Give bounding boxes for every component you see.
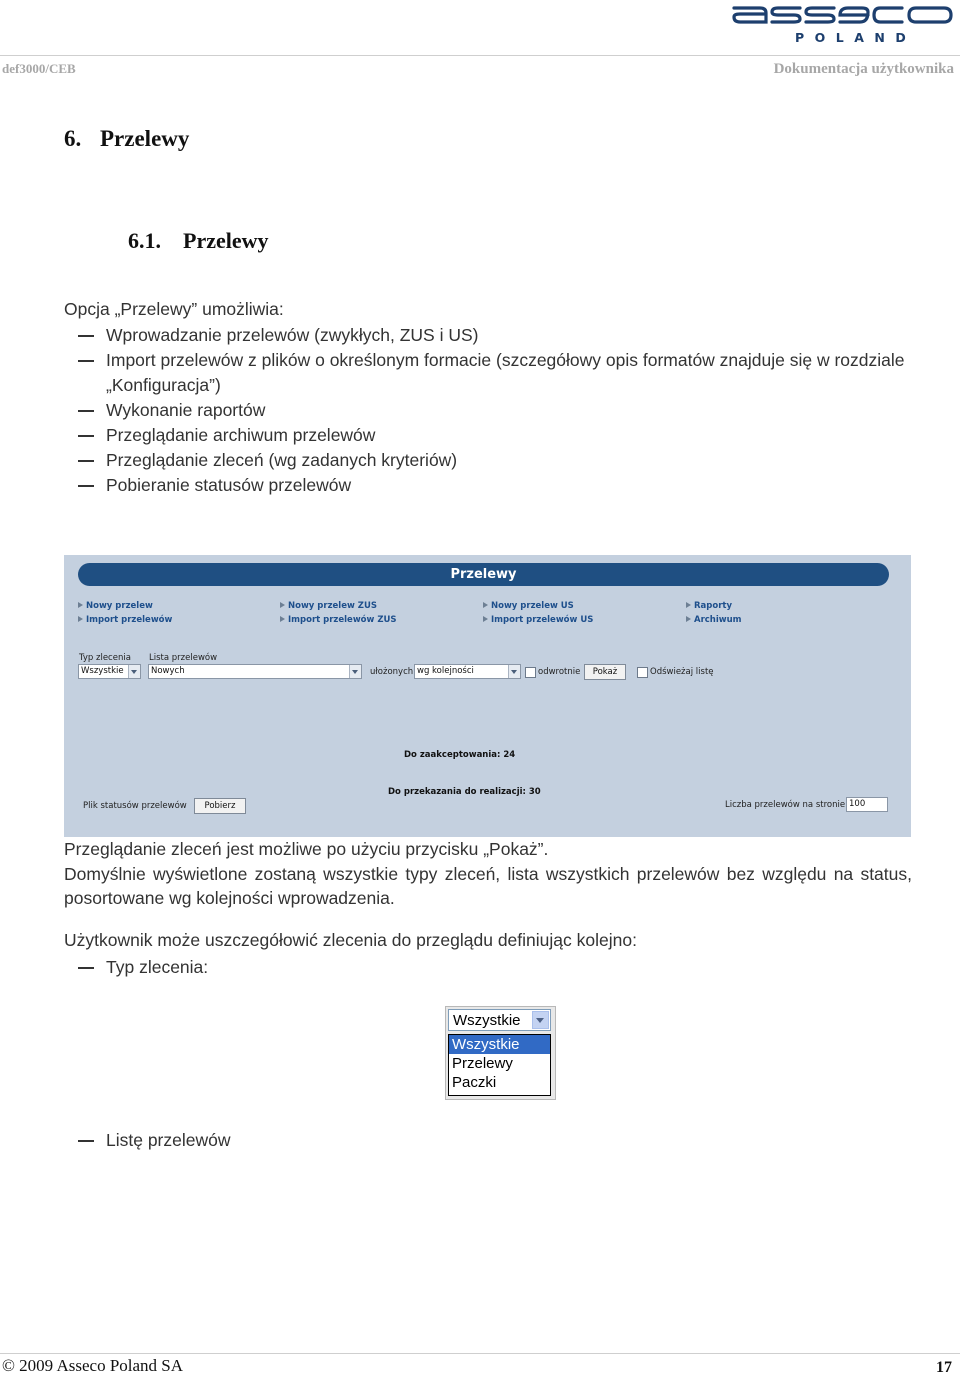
page-number: 17 (936, 1359, 952, 1376)
dropdown-option-paczki[interactable]: Paczki (452, 1074, 497, 1091)
do-zaakceptowania-count: Do zaakceptowania: 24 (404, 750, 516, 760)
logo-subtext: POLAND (795, 30, 917, 45)
odwrotnie-checkbox[interactable] (525, 667, 536, 678)
dash-bullet-icon (78, 460, 94, 462)
arrow-right-icon (78, 602, 83, 608)
link-archiwum[interactable]: Archiwum (686, 615, 742, 625)
lista-przelewow-label: Lista przelewów (149, 653, 218, 663)
link-nowy-przelew-us[interactable]: Nowy przelew US (483, 601, 574, 611)
typ-zlecenia-label: Typ zlecenia (79, 653, 131, 663)
list-item: Typ zlecenia: (64, 955, 924, 980)
dropdown-option-przelewy[interactable]: Przelewy (452, 1055, 513, 1072)
paragraph-domyslnie: Domyślnie wyświetlone zostaną wszystkie typy zleceń, lista wszystkich przelewów bez względu na status, posortowane wg kolejności wprowadzenia. (64, 864, 912, 908)
paragraph-pokaz: Przeglądanie zleceń jest możliwe po użyciu przycisku „Pokaż”. (64, 839, 549, 859)
dash-bullet-icon (78, 335, 94, 337)
dash-bullet-icon (78, 360, 94, 362)
arrow-right-icon (483, 602, 488, 608)
list-item: Przeglądanie zleceń (wg zadanych kryteriów) (64, 448, 924, 473)
przelewy-screen (64, 555, 911, 837)
asseco-poland-logo (730, 2, 956, 46)
header-doc-id: def3000/CEB (2, 61, 76, 76)
list-item: Pobieranie statusów przelewów (64, 473, 924, 498)
chevron-down-icon (128, 665, 140, 678)
intro-paragraph: Opcja „Przelewy” umożliwia: (64, 299, 284, 319)
dash-bullet-icon (78, 1140, 94, 1142)
list-item: Wprowadzanie przelewów (zwykłych, ZUS i US) (64, 323, 924, 348)
chevron-down-icon (349, 665, 361, 678)
liczba-przelewow-label: Liczba przelewów na stronie (725, 800, 846, 810)
header-divider (0, 55, 960, 56)
link-import-przelewow[interactable]: Import przelewów (78, 615, 172, 625)
options-list (64, 323, 924, 498)
do-przekazania-count: Do przekazania do realizacji: 30 (388, 787, 541, 797)
typ-zlecenia-select[interactable]: Wszystkie (78, 664, 141, 679)
chevron-down-icon (508, 665, 520, 678)
link-raporty[interactable]: Raporty (686, 601, 732, 611)
plik-statusow-label: Plik statusów przelewów (83, 801, 187, 811)
dash-bullet-icon (78, 435, 94, 437)
criteria-list-2 (64, 1128, 924, 1153)
screen-title: Przelewy (78, 563, 889, 586)
section-heading (64, 126, 189, 152)
header-doc-title: Dokumentacja użytkownika (773, 61, 954, 77)
subsection-title: Przelewy (183, 228, 269, 253)
section-title: Przelewy (100, 126, 190, 151)
link-nowy-przelew-zus[interactable]: Nowy przelew ZUS (280, 601, 377, 611)
odswiezaj-checkbox[interactable] (637, 667, 648, 678)
odwrotnie-label: odwrotnie (538, 667, 581, 677)
pokaz-button[interactable]: Pokaż (584, 664, 626, 680)
paragraph-uzytkownik: Użytkownik może uszczegółowić zlecenia do przeglądu definiując kolejno: (64, 930, 637, 950)
link-import-przelewow-zus[interactable]: Import przelewów ZUS (280, 615, 397, 625)
liczba-przelewow-input[interactable]: 100 (846, 797, 888, 812)
subsection-heading (128, 228, 269, 254)
odswiezaj-label: Odświeżaj listę (650, 667, 714, 677)
arrow-right-icon (280, 616, 285, 622)
dash-bullet-icon (78, 967, 94, 969)
list-item: Listę przelewów (64, 1128, 924, 1153)
arrow-right-icon (686, 602, 691, 608)
sort-select[interactable]: wg kolejności (414, 664, 521, 679)
ulozonych-label: ułożonych (370, 667, 414, 677)
dash-bullet-icon (78, 410, 94, 412)
pobierz-button[interactable]: Pobierz (194, 798, 246, 814)
criteria-list-1 (64, 955, 924, 980)
footer-copyright: © 2009 Asseco Poland SA (2, 1356, 184, 1375)
typ-zlecenia-dropdown[interactable]: Wszystkie (448, 1009, 551, 1031)
section-number: 6. (64, 126, 82, 151)
dropdown-options (448, 1034, 551, 1096)
list-item: Przeglądanie archiwum przelewów (64, 423, 924, 448)
arrow-right-icon (280, 602, 285, 608)
list-item: Import przelewów z plików o określonym formacie (szczegółowy opis formatów znajduje się w rozdziale „Konfiguracja”) (64, 348, 924, 398)
subsection-number: 6.1. (128, 228, 161, 253)
typ-zlecenia-dropdown-image (445, 1006, 556, 1100)
footer-divider (0, 1353, 960, 1354)
arrow-right-icon (483, 616, 488, 622)
dropdown-option-wszystkie[interactable]: Wszystkie (449, 1035, 550, 1054)
lista-przelewow-select[interactable]: Nowych (148, 664, 362, 679)
arrow-right-icon (78, 616, 83, 622)
link-import-przelewow-us[interactable]: Import przelewów US (483, 615, 593, 625)
asseco-logo-graphic (730, 2, 956, 46)
arrow-right-icon (686, 616, 691, 622)
list-item: Wykonanie raportów (64, 398, 924, 423)
link-nowy-przelew[interactable]: Nowy przelew (78, 601, 153, 611)
chevron-down-icon[interactable] (532, 1011, 549, 1029)
dash-bullet-icon (78, 485, 94, 487)
